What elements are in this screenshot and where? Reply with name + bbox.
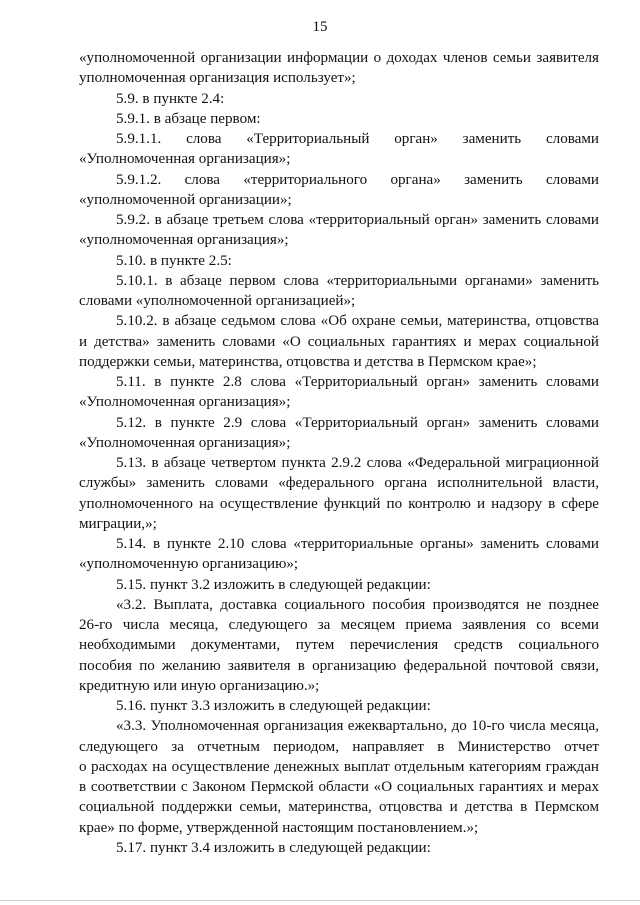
text-line: 5.12. в пункте 2.9 слова «Территориальный орган» заменить словами	[116, 414, 599, 431]
text-line: социальной поддержки семьи, материнства, отцовства и детства в Пермском	[79, 799, 599, 816]
text-line: 5.10.2. в абзаце седьмом слова «Об охране семьи, материнства, отцовства	[116, 313, 599, 330]
text-line: следующего за отчетным периодом, направляет в Министерство отчет	[79, 738, 599, 755]
text-line: 5.17. пункт 3.4 изложить в следующей редакции:	[116, 839, 431, 856]
text-line: «3.3. Уполномоченная организация ежеквартально, до 10-го числа месяца,	[116, 718, 599, 735]
text-line: о расходах на осуществление денежных выплат отдельным категориям граждан	[79, 758, 599, 775]
text-line: «уполномоченную организацию»;	[79, 556, 299, 573]
text-line: 5.9.2. в абзаце третьем слова «территориальный орган» заменить словами	[116, 212, 599, 228]
text-line: миграции,»;	[79, 515, 157, 532]
text-line: уполномоченная организация использует»;	[79, 70, 356, 87]
text-line: 5.10.1. в абзаце первом слова «территориальными органами» заменить	[116, 272, 599, 289]
document-body	[79, 48, 599, 858]
text-line: 5.10. в пункте 2.5:	[116, 252, 232, 269]
text-line: 5.9.1. в абзаце первом:	[116, 110, 261, 127]
text-line: крае» по форме, утвержденной настоящим постановлением.»;	[79, 819, 479, 836]
text-line: «3.2. Выплата, доставка социального пособия производятся не позднее	[116, 596, 599, 613]
text-line: 5.11. в пункте 2.8 слова «Территориальный орган» заменить словами	[116, 374, 599, 390]
text-line: словами «уполномоченной организацией»;	[79, 293, 356, 309]
text-line: 5.15. пункт 3.2 изложить в следующей редакции:	[116, 576, 431, 593]
text-line: 5.9. в пункте 2.4:	[116, 90, 225, 107]
text-line: «уполномоченной организации информации о доходах членов семьи заявителя	[79, 50, 599, 66]
text-line: 5.9.1.1. слова «Территориальный орган» заменить словами	[116, 131, 599, 147]
text-line: службы» заменить словами «федерального органа исполнительной власти,	[79, 475, 599, 492]
text-line: 5.16. пункт 3.3 изложить в следующей редакции:	[116, 698, 431, 714]
page-bottom-edge	[0, 900, 640, 901]
text-line: в соответствии с Законом Пермской области «О социальных гарантиях и мерах	[79, 779, 599, 795]
text-line: «Уполномоченная организация»;	[79, 434, 291, 451]
text-line: «уполномоченной организации»;	[79, 191, 292, 208]
text-line: уполномоченного на осуществление функций по контролю и надзору в сфере	[79, 495, 599, 512]
text-line: кредитную или иную организацию.»;	[79, 677, 320, 694]
text-line: пособия по желанию заявителя в организацию федеральной почтовой связи,	[79, 657, 599, 674]
text-line: необходимыми документами, путем перечисления средств социального	[79, 637, 599, 654]
text-line: поддержки семьи, материнства, отцовства и детства в Пермском крае»;	[79, 353, 537, 370]
text-line: «Уполномоченная организация»;	[79, 151, 291, 168]
text-line: «Уполномоченная организация»;	[79, 394, 291, 411]
text-line: 5.9.1.2. слова «территориального органа» заменить словами	[116, 171, 599, 188]
text-line: 26-го числа месяца, следующего за месяцем приема заявления со всеми	[79, 617, 599, 633]
text-line: 5.14. в пункте 2.10 слова «территориальные органы» заменить словами	[116, 536, 599, 552]
text-line: 5.13. в абзаце четвертом пункта 2.9.2 слова «Федеральной миграционной	[116, 455, 599, 471]
page-number: 15	[312, 19, 328, 35]
text-line: и детства» заменить словами «О социальных гарантиях и мерах социальной	[79, 333, 599, 350]
text-line: «уполномоченная организация»;	[79, 232, 289, 249]
